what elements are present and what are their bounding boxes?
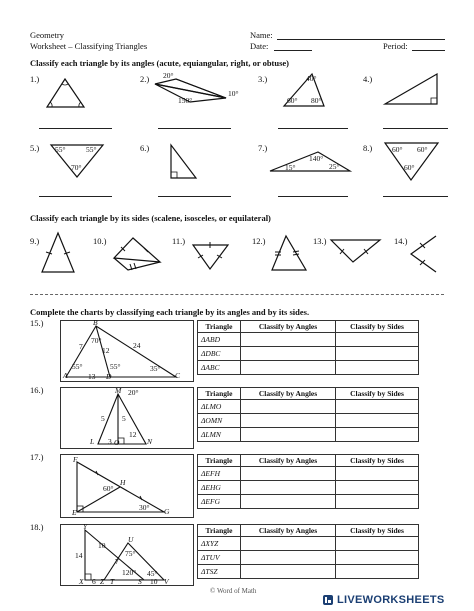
column-header: Triangle bbox=[198, 525, 241, 537]
vertex-label: L bbox=[90, 437, 95, 446]
angle-label: 80° bbox=[311, 96, 322, 105]
side-label: 10 bbox=[150, 577, 158, 586]
column-header: Classify by Sides bbox=[336, 321, 419, 333]
angle-label: 25° bbox=[329, 162, 340, 171]
problem-number: 5.) bbox=[30, 143, 40, 153]
angle-label: 55° bbox=[55, 145, 66, 154]
problem-number: 14.) bbox=[394, 236, 408, 246]
problem-number: 11.) bbox=[172, 236, 186, 246]
problem-number: 10.) bbox=[93, 236, 107, 246]
vertex-label: U bbox=[128, 535, 134, 544]
vertex-label: M bbox=[115, 386, 122, 395]
column-header: Classify by Angles bbox=[241, 388, 336, 400]
column-header: Classify by Angles bbox=[241, 321, 336, 333]
copyright-text: © Word of Math bbox=[210, 587, 257, 595]
problem-number: 17.) bbox=[30, 452, 44, 462]
brand-logo-icon bbox=[322, 594, 334, 606]
problem-number: 3.) bbox=[258, 74, 268, 84]
triangle-name: ΔEFH bbox=[198, 467, 241, 481]
vertex-label: G bbox=[164, 507, 170, 516]
angle-label: 60° bbox=[392, 145, 403, 154]
table-row bbox=[198, 565, 419, 579]
column-header: Classify by Sides bbox=[336, 455, 419, 467]
angle-label: 70° bbox=[91, 336, 102, 345]
problem-number: 18.) bbox=[30, 522, 44, 532]
angle-label: 55° bbox=[86, 145, 97, 154]
problem-number: 8.) bbox=[363, 143, 373, 153]
side-label: 12 bbox=[102, 346, 110, 355]
vertex-label: C bbox=[175, 371, 181, 380]
problem-number: 7.) bbox=[258, 143, 268, 153]
vertex-label: E bbox=[72, 508, 77, 517]
triangle-name: ΔABC bbox=[198, 361, 241, 375]
angle-label: 40° bbox=[306, 74, 317, 83]
column-header: Triangle bbox=[198, 388, 241, 400]
vertex-label: X bbox=[79, 577, 84, 586]
triangle-name: ΔXYZ bbox=[198, 537, 241, 551]
triangle-name: ΔTUV bbox=[198, 551, 241, 565]
table-row bbox=[198, 551, 419, 565]
triangle-name: ΔTSZ bbox=[198, 565, 241, 579]
side-label: 7 bbox=[79, 342, 83, 351]
angles-answer-cell[interactable] bbox=[241, 565, 336, 579]
angle-label: 60° bbox=[103, 484, 114, 493]
period-label: Period: bbox=[383, 41, 408, 51]
column-header: Triangle bbox=[198, 455, 241, 467]
triangle-name: ΔDBC bbox=[198, 347, 241, 361]
triangle-name: ΔABD bbox=[198, 333, 241, 347]
triangle-name: ΔEFG bbox=[198, 495, 241, 509]
side-label: 5 bbox=[101, 414, 105, 423]
problem-number: 15.) bbox=[30, 318, 44, 328]
angle-label: 60° bbox=[404, 163, 415, 172]
chart-table-18 bbox=[197, 524, 419, 579]
triangle-name: ΔLMO bbox=[198, 400, 241, 414]
worksheet-title: Worksheet – Classifying Triangles bbox=[30, 41, 148, 51]
angle-label: 20° bbox=[163, 71, 174, 80]
subject-title: Geometry bbox=[30, 30, 64, 40]
vertex-label: D bbox=[106, 372, 112, 381]
vertex-label: T bbox=[110, 577, 115, 586]
triangle-name: ΔLMN bbox=[198, 428, 241, 442]
name-label: Name: bbox=[250, 30, 273, 40]
vertex-label: Z bbox=[100, 577, 105, 586]
angle-label: 30° bbox=[139, 503, 150, 512]
vertex-label: N bbox=[147, 437, 153, 446]
vertex-label: O bbox=[114, 438, 120, 447]
angle-label: 140° bbox=[309, 154, 324, 163]
side-label: 6 bbox=[92, 577, 96, 586]
side-label: 10 bbox=[98, 541, 106, 550]
triangle-name: ΔEHG bbox=[198, 481, 241, 495]
problem-number: 4.) bbox=[363, 74, 373, 84]
angle-label: 45° bbox=[147, 569, 158, 578]
side-label: 24 bbox=[133, 341, 141, 350]
side-label: 7 bbox=[115, 557, 119, 566]
side-label: 14 bbox=[75, 551, 83, 560]
vertex-label: Y bbox=[83, 522, 88, 531]
table-row bbox=[198, 537, 419, 551]
angles-answer-cell[interactable] bbox=[241, 551, 336, 565]
triangle-name: ΔOMN bbox=[198, 414, 241, 428]
vertex-label: A bbox=[63, 371, 68, 380]
angle-label: 55° bbox=[110, 362, 121, 371]
column-header: Classify by Sides bbox=[336, 525, 419, 537]
problem-number: 13.) bbox=[313, 236, 327, 246]
problem-number: 9.) bbox=[30, 236, 40, 246]
brand-name: LIVEWORKSHEETS bbox=[337, 594, 445, 606]
vertex-label: F bbox=[73, 455, 78, 464]
column-header: Classify by Angles bbox=[241, 525, 336, 537]
side-label: 13 bbox=[88, 372, 96, 381]
side-label: 5 bbox=[122, 414, 126, 423]
angle-label: 120° bbox=[122, 568, 137, 577]
sides-answer-cell[interactable] bbox=[336, 551, 419, 565]
date-label: Date: bbox=[250, 41, 269, 51]
sides-answer-cell[interactable] bbox=[336, 565, 419, 579]
side-label: 3 bbox=[108, 437, 112, 446]
problem-number: 6.) bbox=[140, 143, 150, 153]
angle-label: 150° bbox=[178, 96, 193, 105]
angle-label: 35° bbox=[150, 364, 161, 373]
side-label: 12 bbox=[129, 430, 137, 439]
problem-number: 16.) bbox=[30, 385, 44, 395]
problem-number: 12.) bbox=[252, 236, 266, 246]
angle-label: 55° bbox=[72, 362, 83, 371]
angle-label: 60° bbox=[417, 145, 428, 154]
angle-label: 60° bbox=[287, 96, 298, 105]
column-header: Classify by Angles bbox=[241, 455, 336, 467]
column-header: Classify by Sides bbox=[336, 388, 419, 400]
angles-answer-cell[interactable] bbox=[241, 537, 336, 551]
angle-label: 15° bbox=[285, 163, 296, 172]
angle-label: 70° bbox=[71, 163, 82, 172]
problem-number: 2.) bbox=[140, 74, 150, 84]
sides-answer-cell[interactable] bbox=[336, 537, 419, 551]
angle-label: 75° bbox=[125, 549, 136, 558]
charts-section-heading: Complete the charts by classifying each triangle by its angles and by its sides. bbox=[30, 307, 310, 317]
angles-section-heading: Classify each triangle by its angles (acute, equiangular, right, or obtuse) bbox=[30, 58, 290, 68]
brand-logo bbox=[322, 594, 445, 606]
vertex-label: H bbox=[120, 478, 126, 487]
vertex-label: V bbox=[164, 577, 169, 586]
problem-number: 1.) bbox=[30, 74, 40, 84]
sides-section-heading: Classify each triangle by its sides (scalene, isosceles, or equilateral) bbox=[30, 213, 271, 223]
column-header: Triangle bbox=[198, 321, 241, 333]
vertex-label: S bbox=[138, 577, 142, 586]
vertex-label: B bbox=[93, 318, 98, 327]
angle-label: 10° bbox=[228, 89, 239, 98]
angle-label: 20° bbox=[128, 388, 139, 397]
